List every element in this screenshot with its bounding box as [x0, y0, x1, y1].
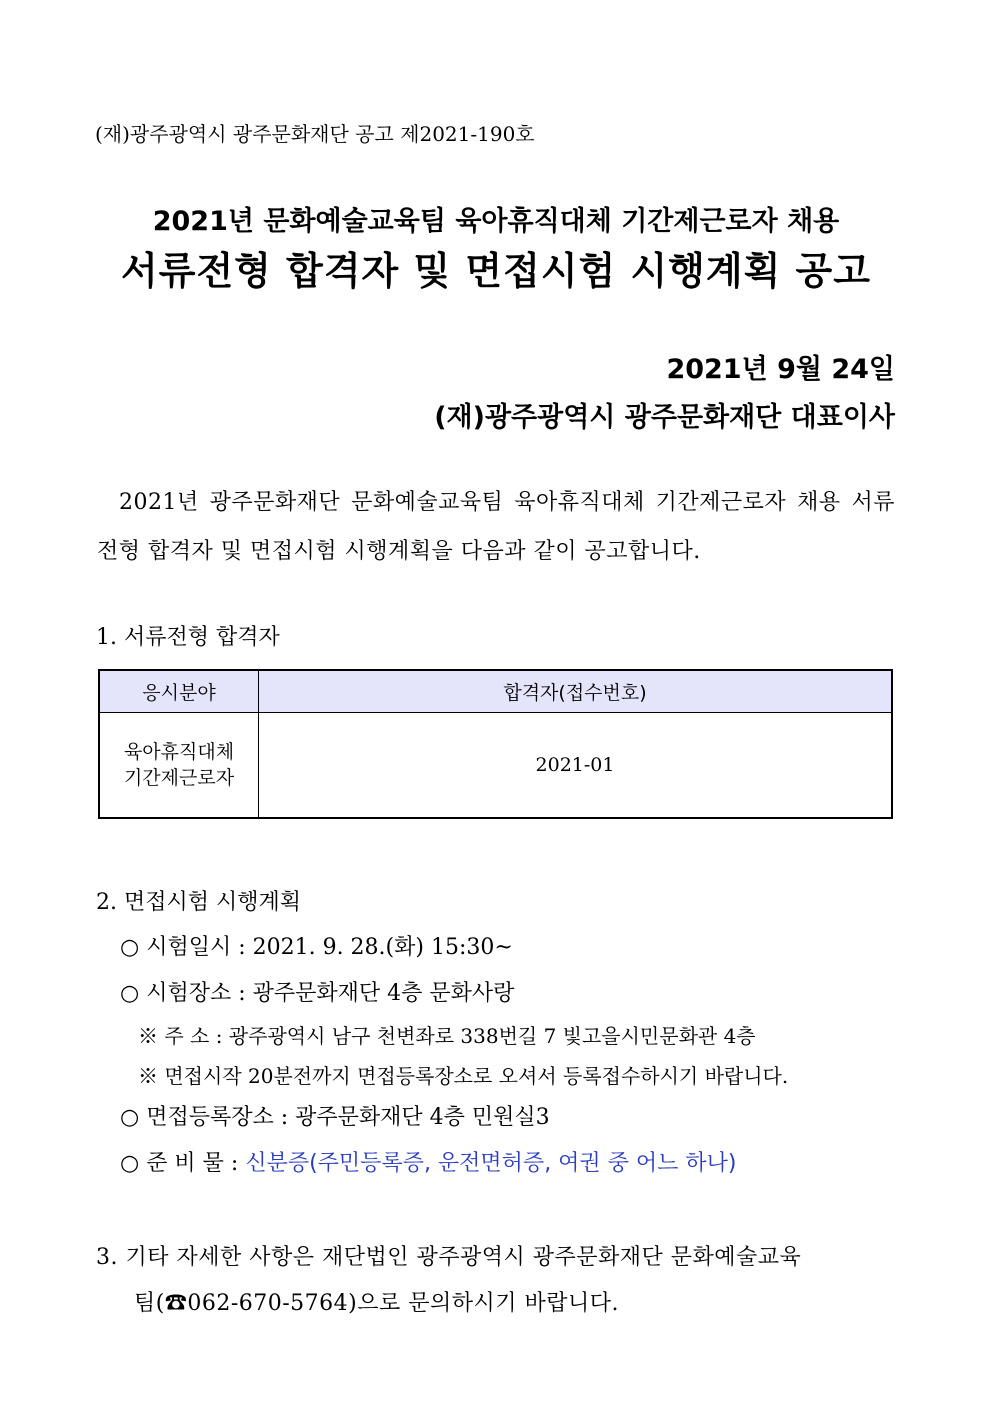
- document-title: 서류전형 합격자 및 면접시험 시행계획 공고: [121, 249, 871, 293]
- section2-heading: 2. 면접시험 시행계획: [96, 890, 301, 915]
- exam-datetime: ○ 시험일시 : 2021. 9. 28.(화) 15:30~: [120, 935, 513, 960]
- table-row: [99, 713, 892, 819]
- issuer-name: (재)광주광역시 광주문화재단 대표이사: [434, 402, 895, 433]
- items-label: ○ 준 비 물 :: [120, 1151, 246, 1176]
- registration-place: ○ 면접등록장소 : 광주문화재단 4층 민원실3: [120, 1105, 550, 1130]
- document-subtitle: 2021년 문화예술교육팀 육아휴직대체 기간제근로자 채용: [152, 206, 840, 237]
- section3-line-2: 팀(☎062-670-5764)으로 문의하시기 바랍니다.: [134, 1291, 620, 1316]
- section3-paragraph: [96, 1235, 896, 1327]
- section1-heading: 1. 서류전형 합격자: [96, 625, 280, 650]
- notice-number: (재)광주광역시 광주문화재단 공고 제2021-190호: [95, 122, 535, 146]
- address-note: ※ 주 소 : 광주광역시 남구 천변좌로 338번길 7 빛고을시민문화관 4층: [138, 1024, 756, 1048]
- notice-date: 2021년 9월 24일: [666, 354, 895, 385]
- field-line-1: 육아휴직대체: [123, 741, 235, 763]
- field-cell: [99, 713, 259, 819]
- column-header-passer: 합격자(접수번호): [259, 670, 893, 713]
- items-row: [120, 1146, 737, 1177]
- intro-paragraph: 2021년 광주문화재단 문화예술교육팀 육아휴직대체 기간제근로자 채용 서류전형 합격자 및 면접시험 시행계획을 다음과 같이 공고합니다.: [97, 490, 895, 564]
- passer-table: [98, 669, 893, 819]
- arrival-note: ※ 면접시작 20분전까지 면접등록장소로 오셔서 등록접수하시기 바랍니다.: [138, 1064, 789, 1088]
- column-header-field: 응시분야: [99, 670, 259, 713]
- passer-cell: 2021-01: [259, 713, 893, 819]
- field-line-2: 기간제근로자: [123, 767, 235, 789]
- items-value: 신분증(주민등록증, 운전면허증, 여권 중 어느 하나): [245, 1151, 737, 1176]
- section3-line-1: 3. 기타 자세한 사항은 재단법인 광주광역시 광주문화재단 문화예술교육: [96, 1245, 802, 1270]
- exam-place: ○ 시험장소 : 광주문화재단 4층 문화사랑: [120, 981, 515, 1006]
- table-header-row: [99, 670, 892, 713]
